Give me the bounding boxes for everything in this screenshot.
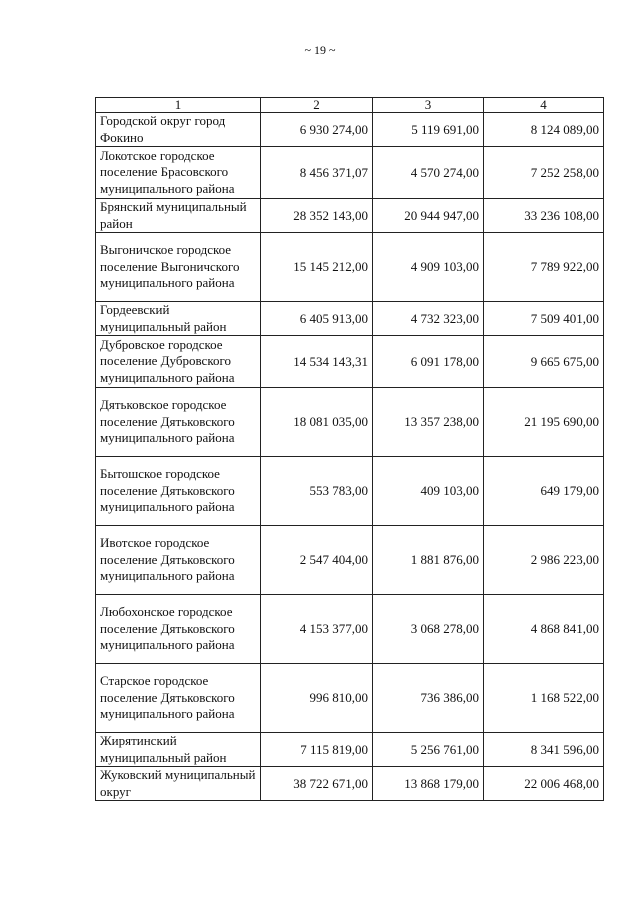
value-col-2: 4 153 377,00 — [261, 595, 373, 664]
municipality-name: Локотское городское поселение Брасовского муниципального района — [96, 147, 261, 199]
municipality-name: Гордеевский муниципальный район — [96, 302, 261, 336]
column-header: 4 — [484, 98, 604, 113]
value-col-2: 6 930 274,00 — [261, 113, 373, 147]
value-col-4: 9 665 675,00 — [484, 336, 604, 388]
table-row — [96, 147, 604, 199]
column-header: 2 — [261, 98, 373, 113]
value-col-4: 22 006 468,00 — [484, 767, 604, 801]
column-header: 3 — [373, 98, 484, 113]
municipality-name: Выгоничское городское поселение Выгоничского муниципального района — [96, 233, 261, 302]
value-col-2: 2 547 404,00 — [261, 526, 373, 595]
value-col-3: 13 357 238,00 — [373, 388, 484, 457]
value-col-3: 409 103,00 — [373, 457, 484, 526]
table-row — [96, 457, 604, 526]
value-col-2: 15 145 212,00 — [261, 233, 373, 302]
value-col-2: 38 722 671,00 — [261, 767, 373, 801]
municipality-name: Жуковский муниципальный округ — [96, 767, 261, 801]
municipality-name: Городской округ город Фокино — [96, 113, 261, 147]
value-col-4: 7 509 401,00 — [484, 302, 604, 336]
value-col-2: 18 081 035,00 — [261, 388, 373, 457]
municipality-name: Дятьковское городское поселение Дятьковского муниципального района — [96, 388, 261, 457]
page-number: ~ 19 ~ — [304, 43, 336, 57]
value-col-3: 1 881 876,00 — [373, 526, 484, 595]
value-col-4: 2 986 223,00 — [484, 526, 604, 595]
value-col-4: 8 124 089,00 — [484, 113, 604, 147]
value-col-2: 996 810,00 — [261, 664, 373, 733]
table-row — [96, 595, 604, 664]
value-col-3: 6 091 178,00 — [373, 336, 484, 388]
table-row — [96, 302, 604, 336]
table-row — [96, 199, 604, 233]
municipality-name: Старское городское поселение Дятьковского муниципального района — [96, 664, 261, 733]
value-col-2: 28 352 143,00 — [261, 199, 373, 233]
table-header-row — [96, 98, 604, 113]
value-col-3: 736 386,00 — [373, 664, 484, 733]
value-col-4: 7 252 258,00 — [484, 147, 604, 199]
value-col-4: 4 868 841,00 — [484, 595, 604, 664]
value-col-4: 649 179,00 — [484, 457, 604, 526]
column-header: 1 — [96, 98, 261, 113]
table-row — [96, 388, 604, 457]
value-col-4: 8 341 596,00 — [484, 733, 604, 767]
value-col-3: 5 256 761,00 — [373, 733, 484, 767]
value-col-3: 13 868 179,00 — [373, 767, 484, 801]
value-col-3: 5 119 691,00 — [373, 113, 484, 147]
value-col-3: 4 732 323,00 — [373, 302, 484, 336]
table-row — [96, 233, 604, 302]
table-row — [96, 733, 604, 767]
value-col-2: 6 405 913,00 — [261, 302, 373, 336]
municipality-name: Ивотское городское поселение Дятьковского муниципального района — [96, 526, 261, 595]
value-col-2: 8 456 371,07 — [261, 147, 373, 199]
municipality-name: Любохонское городское поселение Дятьковского муниципального района — [96, 595, 261, 664]
value-col-4: 21 195 690,00 — [484, 388, 604, 457]
value-col-4: 33 236 108,00 — [484, 199, 604, 233]
value-col-2: 14 534 143,31 — [261, 336, 373, 388]
municipality-name: Дубровское городское поселение Дубровского муниципального района — [96, 336, 261, 388]
value-col-4: 1 168 522,00 — [484, 664, 604, 733]
value-col-4: 7 789 922,00 — [484, 233, 604, 302]
table-row — [96, 767, 604, 801]
value-col-3: 20 944 947,00 — [373, 199, 484, 233]
value-col-2: 553 783,00 — [261, 457, 373, 526]
municipality-name: Жирятинский муниципальный район — [96, 733, 261, 767]
value-col-2: 7 115 819,00 — [261, 733, 373, 767]
value-col-3: 3 068 278,00 — [373, 595, 484, 664]
table-row — [96, 526, 604, 595]
value-col-3: 4 570 274,00 — [373, 147, 484, 199]
budget-table — [95, 97, 604, 801]
table-row — [96, 336, 604, 388]
municipality-name: Брянский муниципальный район — [96, 199, 261, 233]
table-row — [96, 113, 604, 147]
table-row — [96, 664, 604, 733]
municipality-name: Бытошское городское поселение Дятьковского муниципального района — [96, 457, 261, 526]
value-col-3: 4 909 103,00 — [373, 233, 484, 302]
